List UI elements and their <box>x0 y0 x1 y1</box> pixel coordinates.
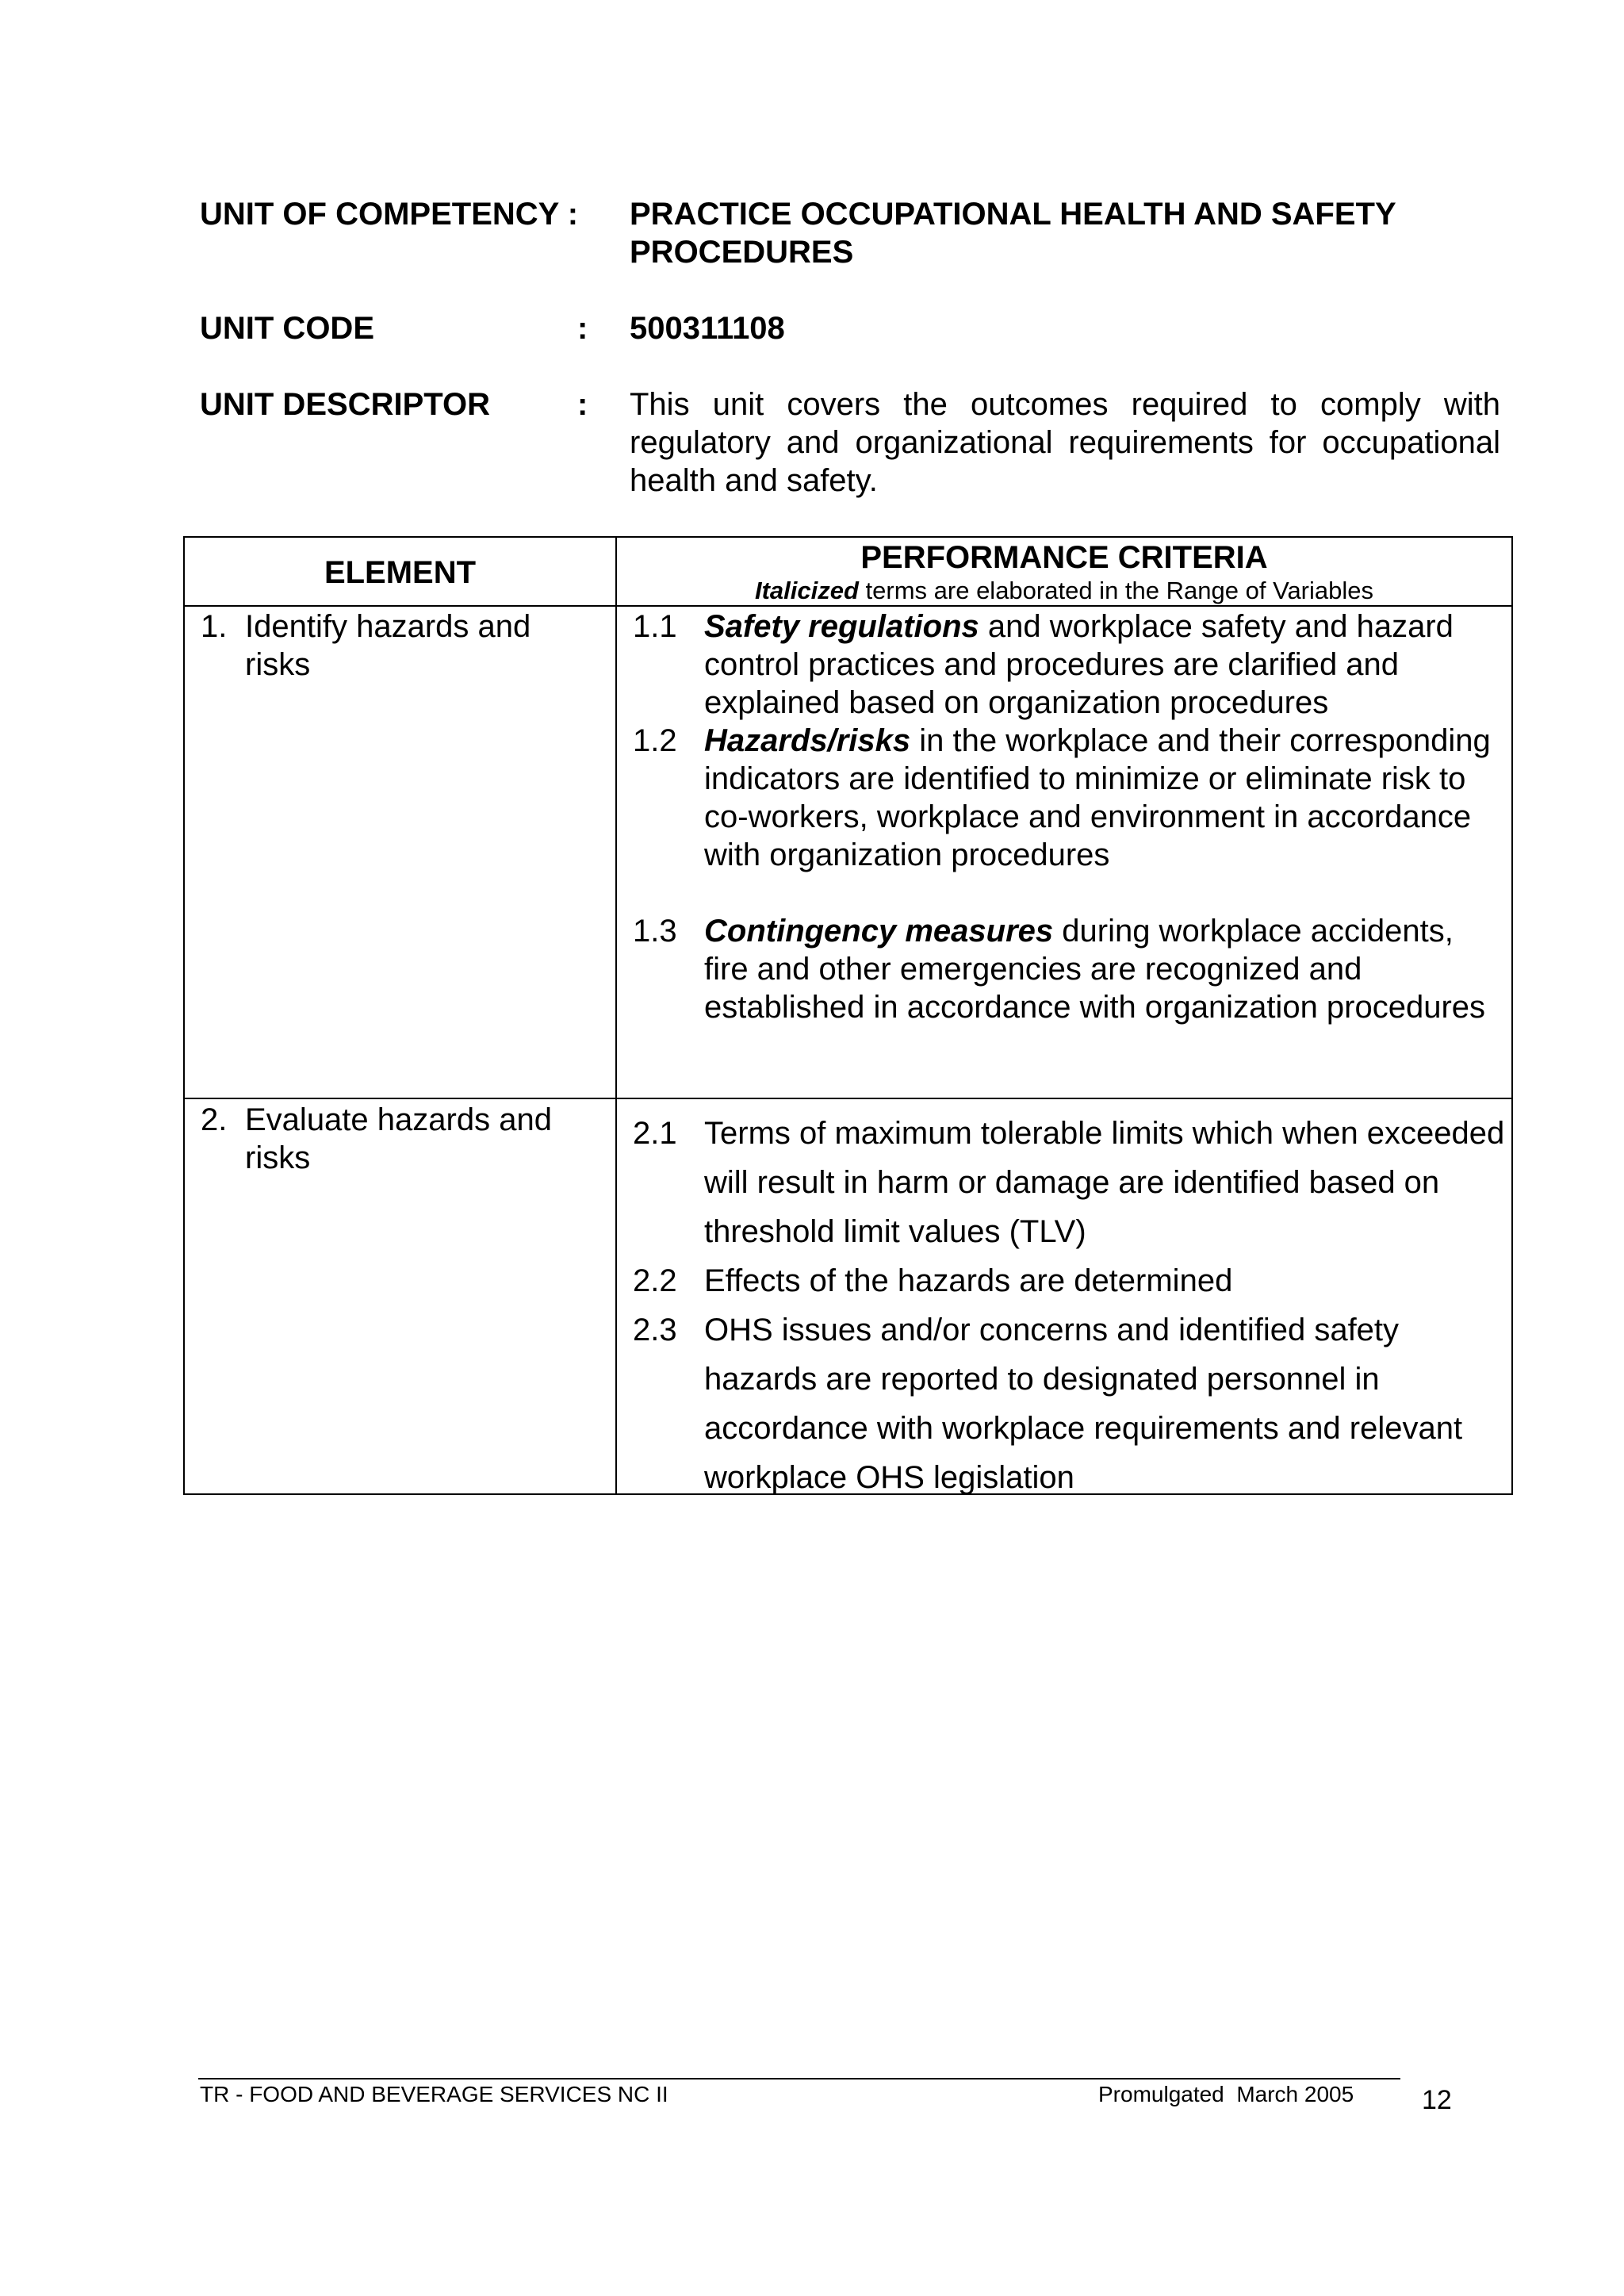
unit-code-label: UNIT CODE <box>200 311 374 346</box>
unit-descriptor-value: This unit covers the outcomes required to comply with regulatory and organizational requirements for occupational health and safety. <box>630 387 1500 498</box>
element-text: Identify hazards and risks <box>245 609 531 682</box>
unit-code-colon: : <box>577 311 588 346</box>
criterion-number: 1.3 <box>633 914 677 949</box>
criteria-header-title: PERFORMANCE CRITERIA <box>860 540 1268 575</box>
criterion-number: 2.1 <box>633 1116 677 1151</box>
criterion-number: 2.2 <box>633 1263 677 1298</box>
column-divider <box>615 538 617 1493</box>
criteria-header-note <box>617 576 1511 606</box>
criterion-term: Safety regulations <box>704 609 979 644</box>
competency-table <box>183 536 1513 1495</box>
criterion-text <box>704 608 1505 722</box>
competency-label: UNIT OF COMPETENCY : <box>200 197 579 232</box>
criterion-term: Contingency measures <box>704 914 1054 949</box>
footer-document-title: TR - FOOD AND BEVERAGE SERVICES NC II <box>200 2082 668 2106</box>
criteria-column-header <box>617 539 1511 606</box>
criterion-text: Effects of the hazards are determined <box>704 1263 1233 1298</box>
criterion-text <box>704 912 1505 1026</box>
footer-promulgated-date: Promulgated March 2005 <box>1098 2082 1354 2106</box>
element-text: Evaluate hazards and risks <box>245 1102 552 1175</box>
element-number: 2. <box>201 1102 228 1137</box>
competency-value: PRACTICE OCCUPATIONAL HEALTH AND SAFETY PROCEDURES <box>630 197 1396 270</box>
criterion-text: OHS issues and/or concerns and identified safety hazards are reported to designated personnel in accordance with workplace requirements and relevant workplace OHS legislation <box>704 1313 1463 1495</box>
criterion-text: Terms of maximum tolerable limits which when exceeded will result in harm or damage are identified based on threshold limit values (TLV) <box>704 1116 1505 1249</box>
unit-descriptor-colon: : <box>577 387 588 422</box>
page-number: 12 <box>1422 2085 1452 2115</box>
criterion-body: and workplace safety and hazard control practices and procedures are clarified and explained based on organization procedures <box>704 609 1454 720</box>
criterion-text <box>704 722 1505 874</box>
element-number: 1. <box>201 609 228 644</box>
criterion-term: Hazards/risks <box>704 723 911 758</box>
criteria-header-note-rest: terms are elaborated in the Range of Variables <box>858 577 1373 604</box>
footer-rule <box>198 2078 1400 2079</box>
unit-code-value: 500311108 <box>630 311 785 346</box>
criterion-number: 1.1 <box>633 609 677 644</box>
unit-descriptor-label: UNIT DESCRIPTOR <box>200 387 490 422</box>
criterion-body: in the workplace and their corresponding indicators are identified to minimize or eliminate risk to co-workers, workplace and environment in accordance with organization procedures <box>704 723 1491 872</box>
row-divider <box>185 1098 1511 1099</box>
criterion-number: 2.3 <box>633 1313 677 1347</box>
criteria-header-italic-word: Italicized <box>754 577 859 604</box>
criterion-number: 1.2 <box>633 723 677 758</box>
criterion-body: during workplace accidents, fire and other emergencies are recognized and established in accordance with organization procedures <box>704 914 1486 1025</box>
element-column-header: ELEMENT <box>324 555 477 590</box>
